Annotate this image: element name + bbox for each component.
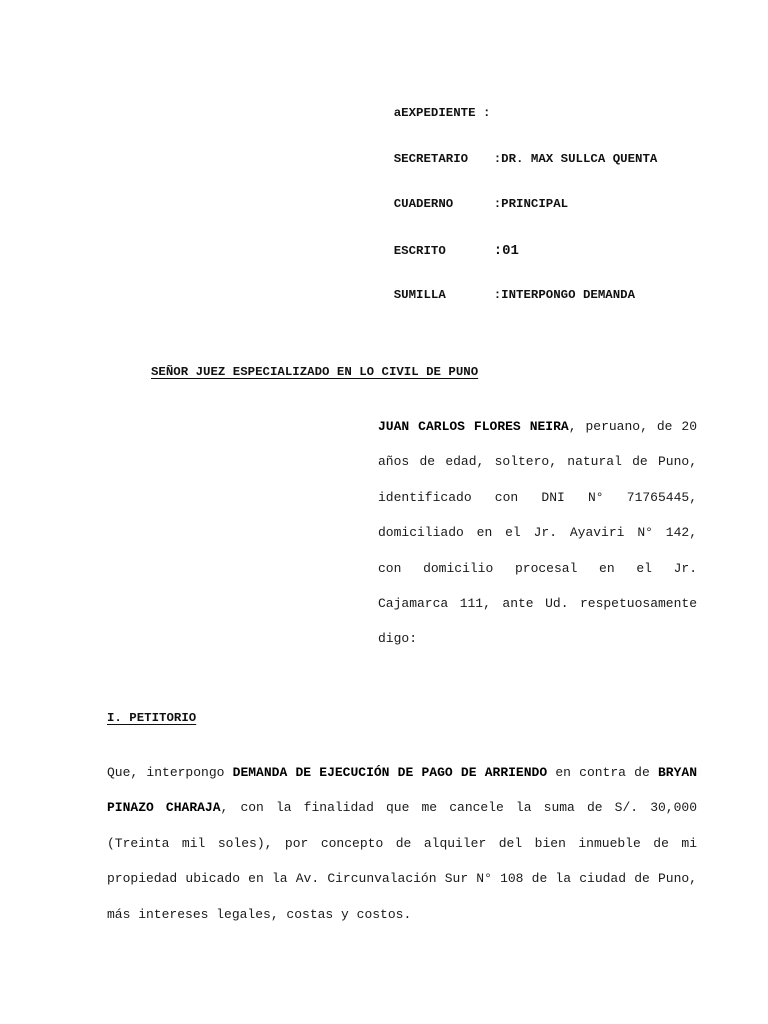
intro-text: , peruano, de 20 años de edad, soltero, natural de Puno, identificado con DNI N° 71765445, domiciliado en el Jr. Ayaviri N° 142, con domicilio procesal en el Jr. Cajamarca 111, ante Ud. respetuosamente digo:: [378, 419, 697, 647]
header-secretario-label: SECRETARIO: [393, 151, 469, 166]
header-sumilla-label: SUMILLA: [393, 288, 446, 302]
header-escrito-value: :01: [493, 242, 519, 259]
header-sumilla-value: :INTERPONGO DEMANDA: [493, 288, 636, 302]
case-header: [364, 92, 657, 320]
header-row-cuaderno: [364, 183, 657, 229]
header-secretario-value: :DR. MAX SULLCA QUENTA: [493, 151, 658, 166]
section-heading-petitorio: I. PETITORIO: [107, 711, 197, 725]
header-cuaderno-label: CUADERNO: [393, 197, 454, 211]
header-expediente-label: aEXPEDIENTE :: [393, 106, 491, 120]
plaintiff-name: JUAN CARLOS FLORES NEIRA: [378, 419, 569, 434]
header-row-escrito: [364, 229, 657, 275]
petitorio-text-2: en contra de: [547, 765, 658, 780]
header-row-expediente: [364, 92, 657, 138]
defendant-name: BRYAN PINAZO CHARAJA: [107, 765, 697, 816]
header-row-secretario: [364, 138, 657, 184]
header-escrito-label: ESCRITO: [393, 243, 446, 258]
header-row-sumilla: [364, 274, 657, 320]
intro-paragraph: [378, 409, 697, 657]
petitorio-paragraph: [107, 755, 697, 932]
petitorio-text-3: , con la finalidad que me cancele la suma de S/. 30,000 (Treinta mil soles), por concepto de alquiler del bien inmueble de mi propiedad ubicado en la Av. Circunvalación Sur N° 108 de la ciudad de Puno, más intereses legales, costas y costos.: [107, 800, 697, 922]
demand-type: DEMANDA DE EJECUCIÓN DE PAGO DE ARRIENDO: [232, 765, 548, 780]
addressee-heading: SEÑOR JUEZ ESPECIALIZADO EN LO CIVIL DE PUNO: [151, 365, 479, 379]
header-cuaderno-value: :PRINCIPAL: [493, 197, 569, 211]
petitorio-text-1: Que, interpongo: [107, 765, 233, 780]
